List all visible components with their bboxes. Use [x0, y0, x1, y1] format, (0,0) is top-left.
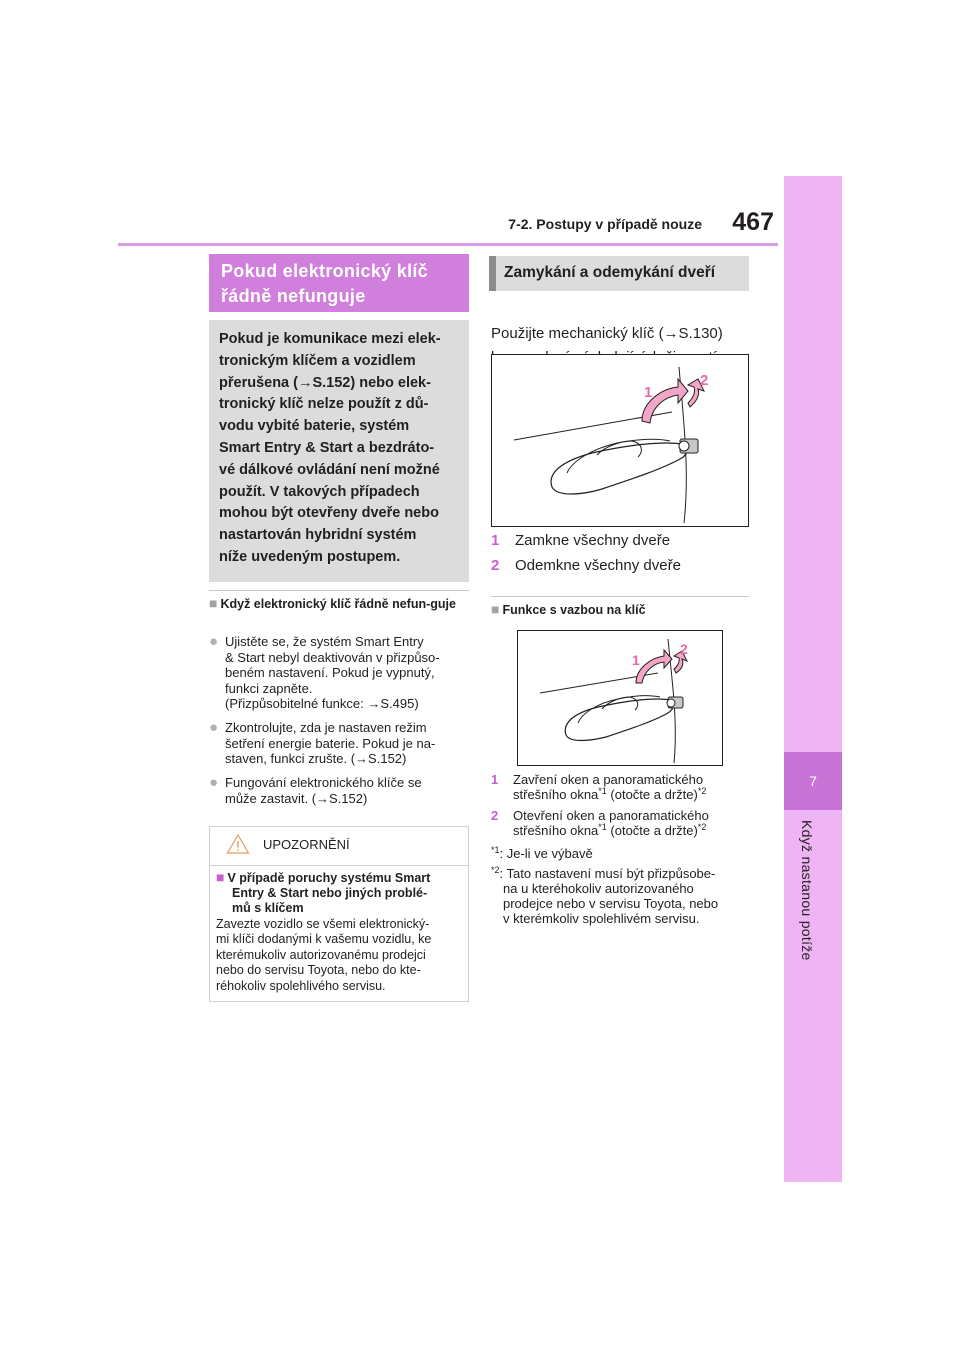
subheading-key-fail: ■ Když elektronický klíč řádně nefun-guje: [209, 595, 456, 611]
warning-triangle-icon: [226, 833, 250, 855]
circle-bullet-icon: ●: [209, 719, 219, 736]
intro-line: přerušena (→S.152) nebo elek-: [219, 374, 431, 391]
square-bullet-icon: ■: [209, 595, 218, 611]
caution-line: nebo do servisu Toyota, nebo do kte-: [216, 963, 421, 978]
bullet-line: & Start nebyl deaktivován v přizpůso-: [225, 649, 440, 665]
square-bullet-icon: ■: [216, 869, 225, 885]
caution-line: réhokoliv spolehlivého servisu.: [216, 978, 386, 993]
window-key-illustration: [518, 631, 722, 765]
divider: [209, 590, 469, 591]
subheading-key-linked: ■ Funkce s vazbou na klíč: [491, 601, 646, 617]
step-text: Odemkne všechny dveře: [515, 557, 681, 574]
list-item: 2 Otevření oken a panoramatického střešního okna$^{*1}$ (otočte a držte)$^{*2}$: [491, 808, 709, 838]
bullet-line: beném nastavení. Pokud je vypnutý,: [225, 665, 435, 680]
figure-label-2: 2: [700, 372, 709, 389]
intro-line: tronický klíč nelze použít z dů-: [219, 396, 429, 413]
lock-unlock-heading: Zamykání a odemykání dveří: [489, 256, 749, 291]
step-number: 2: [491, 557, 500, 574]
bullet-item: [209, 720, 471, 767]
caution-line: mi klíči dodanými k vašemu vozidlu, ke: [216, 932, 432, 947]
caution-line: kterémukoliv autorizovanému prodejci: [216, 947, 426, 962]
intro-line: tronickým klíčem a vozidlem: [219, 352, 416, 369]
header-rule: [118, 243, 778, 246]
intro-line: Smart Entry & Start a bezdráto-: [219, 439, 435, 456]
figure-label-2: 2: [680, 641, 688, 657]
bullet-line: Zkontrolujte, zda je nastaven režim: [225, 720, 427, 735]
intro-line: vodu vybité baterie, systém: [219, 418, 410, 435]
footnote-mark: *2: [697, 822, 707, 832]
footnote-mark: *1: [598, 822, 607, 832]
bullet-line: funkci zapněte.: [225, 680, 313, 696]
step-number: 2: [491, 808, 499, 823]
caution-header: [210, 827, 468, 866]
bullet-line: může zastavit. (→S.152): [225, 790, 368, 806]
bullet-line: Ujistěte se, že systém Smart Entry: [225, 634, 424, 649]
pink-section-heading: [209, 254, 469, 312]
window-key-figure: [517, 630, 723, 766]
intro-box: [209, 320, 469, 582]
intro-line: vé dálkové ovládání není možné: [219, 461, 440, 478]
caution-title: UPOZORNĚNÍ: [263, 837, 350, 852]
bullet-item: [209, 775, 471, 806]
caution-body: [216, 917, 466, 994]
bullet-item: [209, 634, 471, 712]
lock-steps: [491, 528, 753, 578]
list-item: [491, 553, 753, 578]
step-number: 1: [491, 532, 500, 549]
list-item: 1 Zavření oken a panoramatického střešního okna$^{*1}$ (otočte a držte)$^{*2}$: [491, 772, 707, 802]
bullet-line: staven, funkci zrušte. (→S.152): [225, 751, 407, 766]
square-bullet-icon: ■: [491, 601, 500, 617]
figure-label-1: 1: [644, 384, 653, 401]
circle-bullet-icon: ●: [209, 633, 219, 650]
figure-label-1: 1: [632, 652, 640, 668]
window-steps: [491, 772, 753, 844]
chapter-title-vertical: Když nastanou potíže: [799, 820, 815, 961]
bullet-line: (Přizpůsobitelné funkce: →S.495): [225, 696, 419, 711]
step-text: Otevření oken a panoramatického: [513, 808, 709, 823]
intro-line: mohou být otevřeny dveře nebo: [219, 505, 439, 522]
intro-line: Pokud je komunikace mezi elek-: [219, 331, 441, 347]
intro-line: nastartován hybridní systém: [219, 527, 417, 544]
door-handle-illustration: [492, 355, 748, 526]
section-title: 7-2. Postupy v případě nouze: [508, 216, 702, 232]
divider: [491, 596, 749, 597]
chapter-number-tab[interactable]: 7: [784, 752, 842, 810]
footnote-mark: *2: [697, 786, 707, 796]
circle-bullet-icon: ●: [209, 774, 219, 791]
list-item: [491, 528, 753, 553]
step-number: 1: [491, 772, 499, 787]
door-handle-figure: [491, 354, 749, 527]
caution-subheading: ■ V případě poruchy systému Smart Entry & Start nebo jiných problé- mů s klíčem: [216, 869, 431, 915]
bullet-line: šetření energie baterie. Pokud je na-: [225, 735, 436, 751]
footnote-mark: *1: [598, 786, 607, 796]
intro-line: Použijte mechanický klíč (→S.130): [491, 325, 723, 342]
chapter-side-tab: [784, 176, 842, 1182]
heading-line: Pokud elektronický klíč: [221, 261, 428, 281]
footnote: $^{*1}$: Je-li ve výbavě: [491, 845, 593, 861]
step-text: Zamkne všechny dveře: [515, 532, 671, 549]
caution-box: [209, 826, 469, 1002]
bullet-line: Fungování elektronického klíče se: [225, 775, 422, 790]
intro-line: použít. V takových případech: [219, 483, 420, 500]
intro-line: níže uvedeným postupem.: [219, 548, 401, 565]
step-text: Zavření oken a panoramatického: [513, 772, 704, 787]
page-number: 467: [732, 208, 774, 236]
heading-line: řádně nefunguje: [221, 286, 366, 306]
caution-line: Zavezte vozidlo se všemi elektronický-: [216, 917, 430, 931]
footnote: $^{*2}$: Tato nastavení musí být přizpůsobe- na u kteréhokoliv autorizovaného prodejce nebo v servisu Toyota, nebo v kterémkoliv spolehlivém servisu.: [491, 865, 719, 926]
